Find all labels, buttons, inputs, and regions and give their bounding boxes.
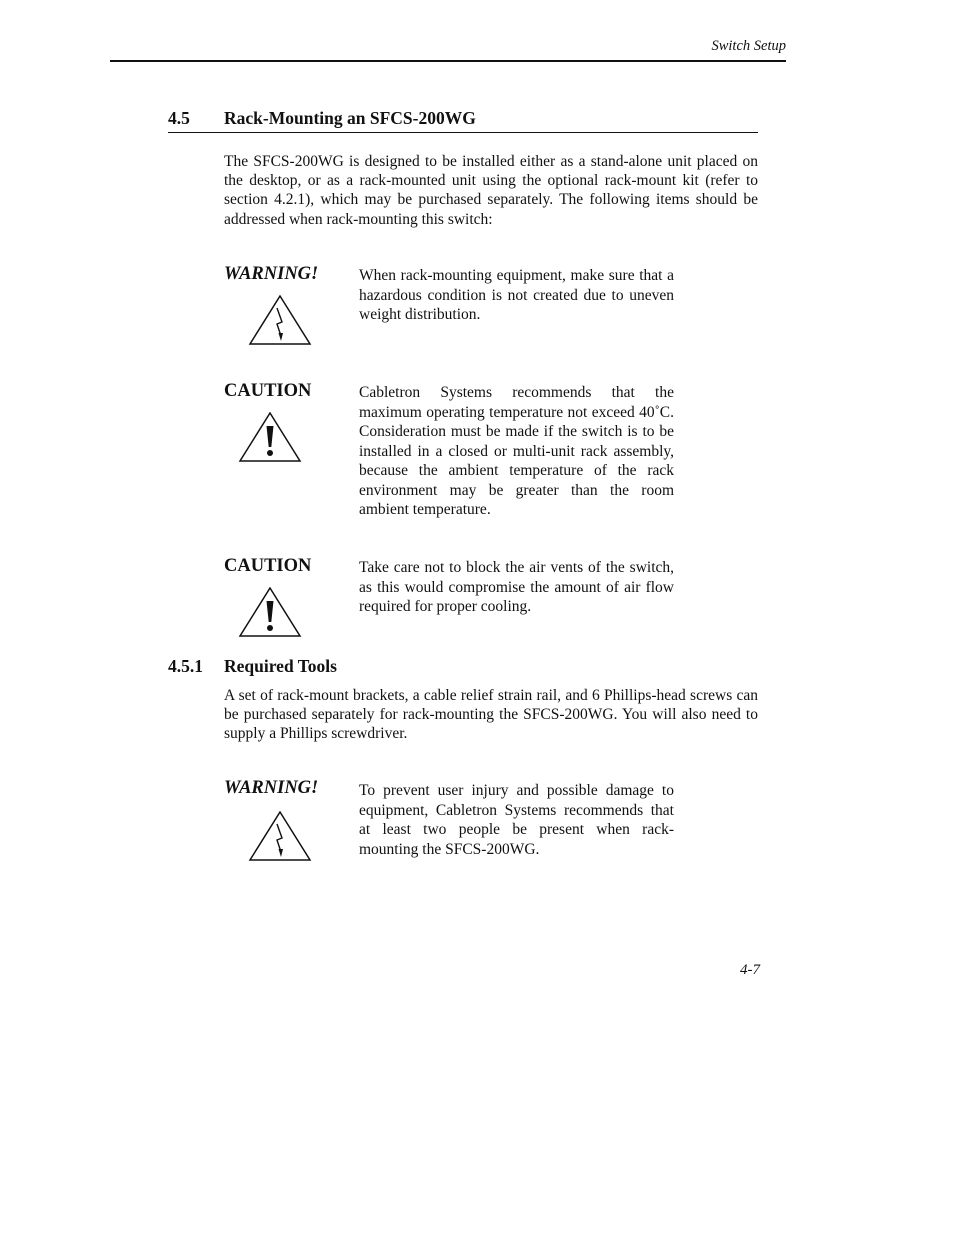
caution-text: Cabletron Systems recommends that the maximum operating temperature not exceed 40˚C. Consideration must be made if the switch is to be installed in a closed or multi-unit rack assembly, because the ambient temperature of the rack environment may be greater than the room ambient temperature. (359, 384, 674, 518)
subsection-number: 4.5.1 (168, 656, 203, 676)
lightning-warning-icon (248, 295, 312, 345)
caution-label: CAUTION (224, 381, 312, 401)
header-rule (110, 60, 786, 62)
section-rule (168, 132, 758, 133)
subsection-title: Required Tools (224, 656, 337, 676)
section-intro: The SFCS-200WG is designed to be installed either as a stand-alone unit placed on the desktop, or as a rack-mounted unit using the optional rack-mount kit (refer to section 4.2.1), which may be purchased separately. The following items should be addressed when rack-mounting this switch: (224, 153, 758, 228)
subsection-body: A set of rack-mount brackets, a cable relief strain rail, and 6 Phillips-head screws can be purchased separately for rack-mounting the SFCS-200WG. You will also need to supply a Phillips screwdriver. (224, 687, 758, 743)
running-header: Switch Setup (711, 38, 786, 54)
exclamation-caution-icon (238, 412, 302, 462)
page-number: 4-7 (740, 962, 760, 978)
exclamation-caution-icon (238, 587, 302, 637)
caution-label: CAUTION (224, 556, 312, 576)
caution-text: Take care not to block the air vents of the switch, as this would compromise the amount of air flow required for proper cooling. (359, 559, 674, 615)
warning-text: When rack-mounting equipment, make sure that a hazardous condition is not created due to uneven weight distribution. (359, 267, 674, 323)
warning-text: To prevent user injury and possible damage to equipment, Cabletron Systems recommends that at least two people be present when rack-mounting the SFCS-200WG. (359, 782, 674, 858)
section-number: 4.5 (168, 108, 190, 128)
section-title: Rack-Mounting an SFCS-200WG (224, 108, 476, 128)
lightning-warning-icon (248, 811, 312, 861)
warning-label: WARNING! (224, 778, 319, 798)
warning-label: WARNING! (224, 264, 319, 284)
